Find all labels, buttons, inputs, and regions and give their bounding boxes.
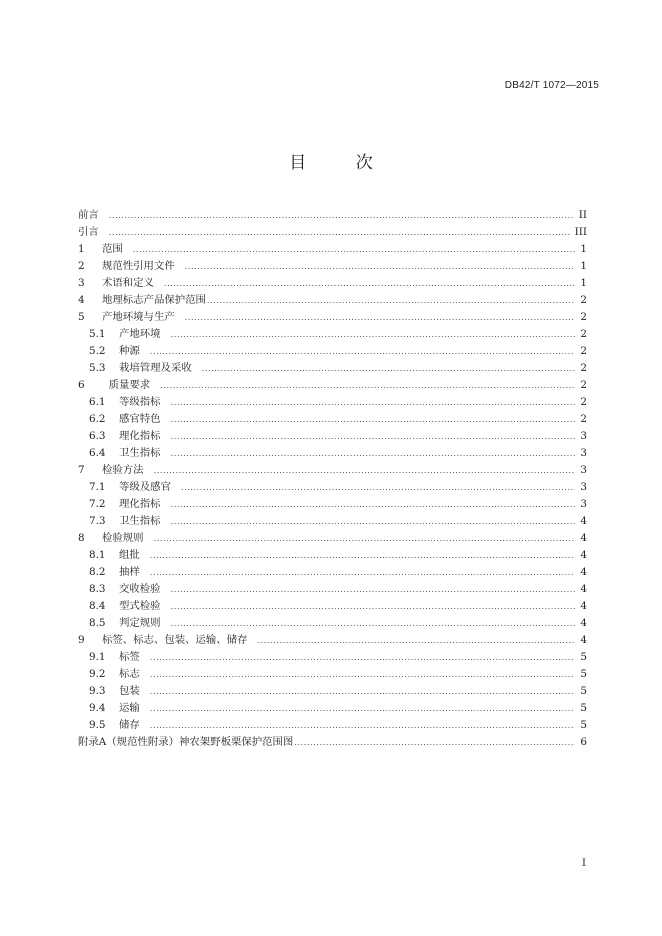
toc-entry-page: 5 [580,651,587,663]
toc-entry-page: 4 [580,515,587,527]
toc-entry-page: 3 [580,481,587,493]
toc-entry[interactable] [78,326,587,343]
toc-entry-page: 1 [580,277,587,289]
toc-entry[interactable] [78,496,587,513]
toc-dot-leader [160,377,575,394]
toc-entry-page: 4 [580,583,587,595]
toc-entry-number: 9.4 [89,702,106,714]
toc-entry[interactable] [78,700,587,717]
toc-entry[interactable] [78,360,587,377]
toc-entry-number: 8.1 [89,549,106,561]
toc-entry-title: 术语和定义 [102,277,154,289]
toc-entry[interactable] [78,547,587,564]
toc-entry-title: 抽样 [119,566,140,578]
toc-dot-leader [185,258,575,275]
toc-entry-number: 7 [78,464,85,476]
toc-entry[interactable] [78,275,587,292]
toc-entry-title: 附录A（规范性附录）神农架野板栗保护范围图 [78,736,294,748]
toc-entry-number: 6.3 [89,430,106,442]
toc-entry[interactable] [78,581,587,598]
toc-entry-number: 6.4 [89,447,106,459]
toc-entry-page: 2 [580,345,587,357]
toc-dot-leader [181,479,575,496]
toc-entry-title: 储存 [119,719,140,731]
toc-entry-title: 组批 [119,549,140,561]
toc-entry[interactable] [78,343,587,360]
toc-dot-leader [257,632,575,649]
toc-dot-leader [109,207,575,224]
toc-entry[interactable] [78,207,587,224]
toc-entry-page: 4 [580,566,587,578]
toc-entry-title: 卫生指标 [119,515,161,527]
toc-dot-leader [171,428,575,445]
toc-dot-leader [109,224,571,241]
toc-entry[interactable] [78,717,587,734]
toc-entry[interactable] [78,292,587,309]
toc-dot-leader [150,547,575,564]
toc-dot-leader [164,275,575,292]
toc-entry-title: 标签、标志、包装、运输、储存 [102,634,248,646]
toc-entry[interactable] [78,598,587,615]
toc-entry-title: 地理标志产品保护范围 [102,294,206,306]
toc-entry-page: 2 [580,328,587,340]
toc-entry-page: 4 [580,634,587,646]
toc-entry-title: 等级指标 [119,396,161,408]
toc-entry-page: 4 [580,600,587,612]
toc-entry-number: 8 [78,532,85,544]
toc-entry-page: 2 [580,362,587,374]
toc-dot-leader [207,292,575,309]
toc-entry-page: 5 [580,702,587,714]
toc-entry[interactable] [78,445,587,462]
toc-entry-title: 标志 [119,668,140,680]
toc-entry-number: 8.3 [89,583,106,595]
toc-entry-title: 理化指标 [119,430,161,442]
toc-entry[interactable] [78,666,587,683]
toc-entry-title: 种源 [119,345,140,357]
toc-entry[interactable] [78,411,587,428]
toc-dot-leader [150,700,575,717]
toc-dot-leader [133,241,575,258]
toc-entry-page: II [578,209,587,221]
toc-entry-page: 1 [580,260,587,272]
toc-entry-title: 引言 [78,226,99,238]
toc-entry-number: 7.1 [89,481,106,493]
toc-entry-title: 规范性引用文件 [102,260,175,272]
toc-entry-page: 2 [580,396,587,408]
page-number: I [582,858,586,869]
toc-entry-title: 等级及感官 [119,481,171,493]
toc-entry-title: 前言 [78,209,99,221]
toc-dot-leader [202,360,575,377]
toc-dot-leader [150,343,575,360]
toc-dot-leader [150,717,575,734]
toc-entry-title: 包装 [119,685,140,697]
toc-dot-leader [171,513,575,530]
toc-entry-title: 检验规则 [102,532,144,544]
toc-dot-leader [150,564,575,581]
toc-entry-number: 5.1 [89,328,106,340]
toc-entry-number: 7.3 [89,515,106,527]
toc-entry-page: 2 [580,379,587,391]
toc-dot-leader [150,649,575,666]
toc-entry-title: 标签 [119,651,140,663]
toc-dot-leader [171,394,575,411]
toc-entry-title: 卫生指标 [119,447,161,459]
toc-entry[interactable] [78,394,587,411]
toc-entry-number: 9.2 [89,668,106,680]
toc-entry-page: 3 [580,464,587,476]
toc-dot-leader [150,666,575,683]
toc-entry[interactable] [78,479,587,496]
toc-dot-leader [171,581,575,598]
toc-entry-page: 3 [580,447,587,459]
toc-entry[interactable] [78,309,587,326]
toc-entry-page: III [574,226,587,238]
toc-entry-title: 检验方法 [102,464,144,476]
toc-dot-leader [171,445,575,462]
toc-dot-leader [150,683,575,700]
toc-entry-number: 6.1 [89,396,106,408]
toc-entry[interactable] [78,428,587,445]
toc-entry[interactable] [78,734,587,751]
toc-dot-leader [154,462,575,479]
toc-dot-leader [185,309,575,326]
toc-dot-leader [171,411,575,428]
toc-entry-title: 范围 [102,243,123,255]
toc-entry[interactable] [78,241,587,258]
toc-entry-page: 4 [580,549,587,561]
toc-dot-leader [171,496,575,513]
toc-entry-title: 产地环境与生产 [102,311,175,323]
toc-entry-title: 交收检验 [119,583,161,595]
toc-entry-number: 8.5 [89,617,106,629]
toc-entry-number: 3 [78,277,85,289]
toc-entry-title: 感官特色 [119,413,161,425]
toc-entry[interactable] [78,564,587,581]
toc-list [78,207,587,751]
toc-entry-number: 9.5 [89,719,106,731]
toc-entry-title: 质量要求 [102,379,151,391]
toc-entry-number: 5.3 [89,362,106,374]
toc-entry-page: 3 [580,498,587,510]
toc-entry-title: 理化指标 [119,498,161,510]
toc-dot-leader [171,326,575,343]
toc-entry-number: 9.3 [89,685,106,697]
toc-entry-number: 6 [78,379,85,391]
toc-entry-title: 型式检验 [119,600,161,612]
toc-entry-title: 栽培管理及采收 [119,362,192,374]
toc-entry-page: 4 [580,532,587,544]
toc-entry-number: 9.1 [89,651,106,663]
toc-entry[interactable] [78,683,587,700]
toc-entry[interactable] [78,513,587,530]
toc-dot-leader [154,530,575,547]
toc-entry-number: 4 [78,294,85,306]
toc-entry-number: 5 [78,311,85,323]
toc-entry-page: 6 [580,736,587,748]
toc-dot-leader [171,615,575,632]
toc-entry-number: 5.2 [89,345,106,357]
toc-entry-page: 3 [580,430,587,442]
toc-dot-leader [171,598,575,615]
toc-entry[interactable] [78,224,587,241]
toc-dot-leader [294,734,575,751]
toc-entry-number: 6.2 [89,413,106,425]
toc-entry[interactable] [78,462,587,479]
toc-title: 目 次 [289,153,395,173]
toc-entry-number: 7.2 [89,498,106,510]
toc-entry-page: 2 [580,311,587,323]
toc-entry-number: 8.2 [89,566,106,578]
toc-entry-title: 产地环境 [119,328,161,340]
toc-entry[interactable] [78,615,587,632]
doc-code: DB42/T 1072—2015 [504,80,599,91]
toc-entry-page: 2 [580,413,587,425]
toc-entry[interactable] [78,258,587,275]
toc-entry-number: 9 [78,634,85,646]
toc-entry[interactable] [78,632,587,649]
toc-entry-page: 5 [580,685,587,697]
toc-entry-page: 2 [580,294,587,306]
toc-entry-page: 1 [580,243,587,255]
toc-entry-number: 2 [78,260,85,272]
toc-entry[interactable] [78,377,587,394]
toc-entry-title: 运输 [119,702,140,714]
toc-entry-page: 5 [580,668,587,680]
toc-entry-title: 判定规则 [119,617,161,629]
toc-entry[interactable] [78,649,587,666]
toc-entry-page: 5 [580,719,587,731]
toc-entry-page: 4 [580,617,587,629]
toc-entry-number: 1 [78,243,85,255]
toc-entry-number: 8.4 [89,600,106,612]
toc-entry[interactable] [78,530,587,547]
